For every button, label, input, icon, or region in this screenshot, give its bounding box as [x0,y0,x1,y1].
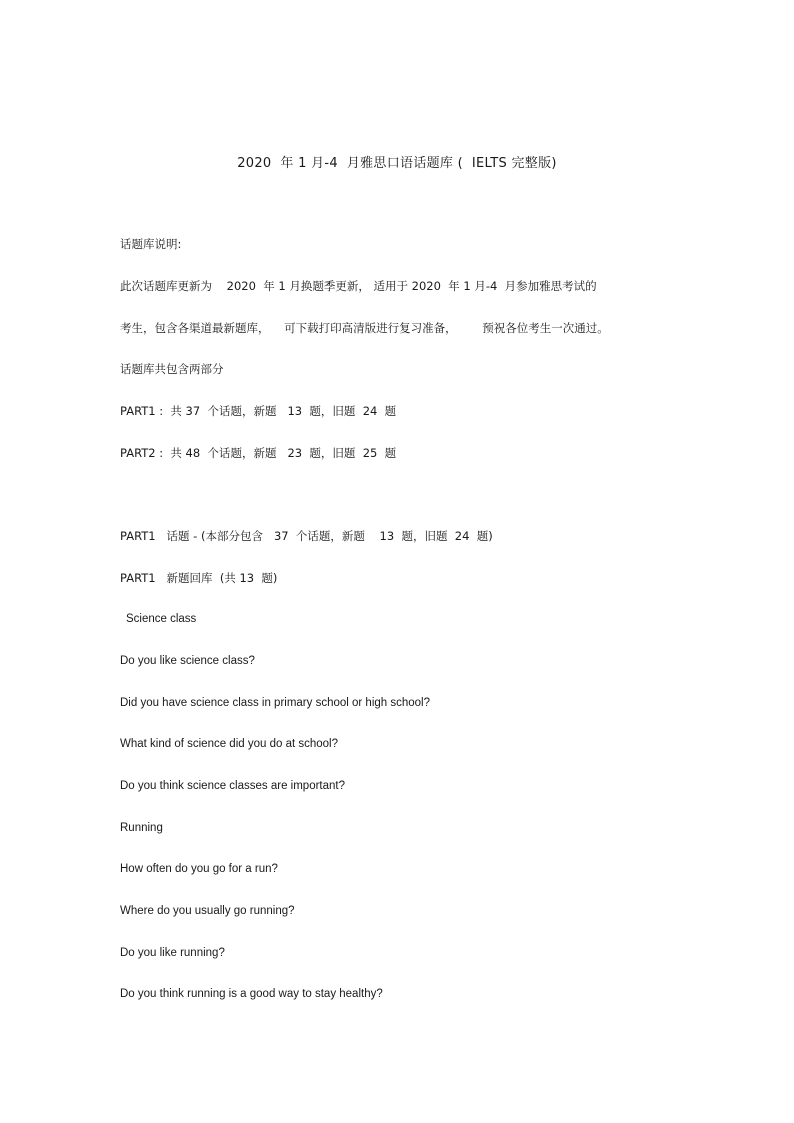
intro-paragraph-line-2: 考生，包含各渠道最新题库， 可下载打印高清版进行复习准备， 预祝各位考生一次通过。 [120,321,609,335]
question-item: Do you like running? [120,947,225,959]
question-item: Did you have science class in primary school or high school? [120,697,431,709]
part1-summary: PART1 : 共 37 个话题，新题 13 题，旧题 24 题 [120,404,397,418]
question-item: How often do you go for a run? [120,863,278,875]
question-item: Do you think science classes are important? [120,780,345,792]
intro-paragraph-line-3: 话题库共包含两部分 [120,362,224,376]
part2-summary: PART2 : 共 48 个话题，新题 23 题，旧题 25 题 [120,446,397,460]
question-item: Where do you usually go running? [120,905,295,917]
question-item: Do you think running is a good way to stay healthy? [120,988,383,1000]
document-title: 2020 年 1 月-4 月雅思口语话题库 ( IELTS 完整版) [237,156,557,171]
intro-heading: 话题库说明: [120,237,182,251]
part1-section-header: PART1 话题 - (本部分包含 37 个话题，新题 13 题，旧题 24 题) [120,529,493,543]
part1-new-topics-header: PART1 新题回库 (共 13 题) [120,571,278,585]
topic-title-running: Running [120,822,163,834]
question-item: Do you like science class? [120,655,255,667]
intro-paragraph-line-1: 此次话题库更新为 2020 年 1 月换题季更新， 适用于 2020 年 1 月-4 月参加雅思考试的 [120,279,597,293]
question-item: What kind of science did you do at school? [120,738,338,750]
topic-title-science-class: Science class [126,613,197,625]
